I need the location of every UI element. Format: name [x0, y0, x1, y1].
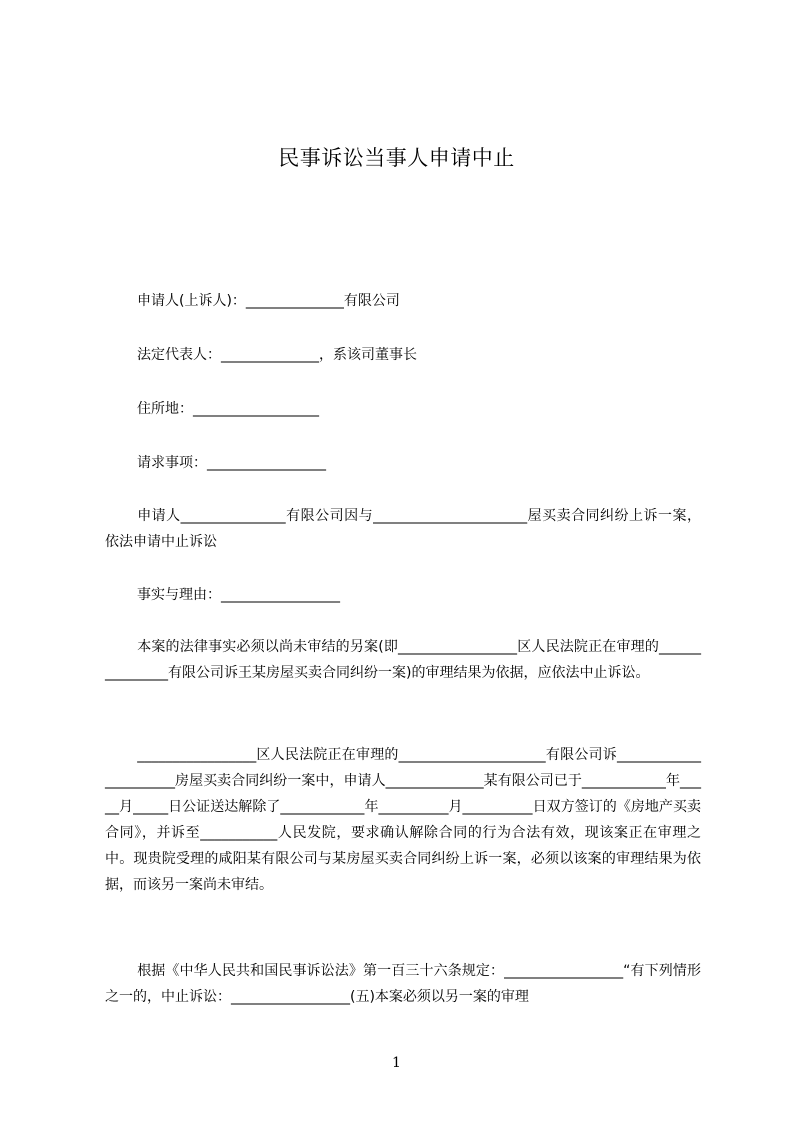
document-title: 民事诉讼当事人申请中止	[278, 146, 515, 170]
facts-paragraph-1: 本案的法律事实必须以尚未审结的另案(即_________________区人民法院正在审理的_______________有限公司诉王某房屋买卖合同纠纷一案)的审理结果为依据，应依法中止诉讼。	[105, 639, 701, 681]
address-line: 住所地：__________________	[137, 401, 319, 417]
request-paragraph: 申请人_______________有限公司因与______________________屋买卖合同纠纷上诉一案，依法申请中止诉讼	[105, 508, 701, 550]
facts-paragraph-2: _________________区人民法院正在审理的_____________________有限公司诉______________________房屋买卖合同纠纷一案中，申请人______________某有限公司已于____________年_____月_____日公证送达解除了____________年__________月__________日双方签订的《房地产买卖合同》，并诉至___________人民发院，要求确认解除合同的行为合法有效，现该案正在审理之中。现贵院受理的咸阳某有限公司与某房屋买卖合同纠纷上诉一案，必须以该案的审理结果为依据，而该另一案尚未审结。	[105, 747, 701, 893]
law-paragraph: 根据《中华人民共和国民事诉讼法》第一百三十六条规定：_________________“有下列情形之一的，中止诉讼：_________________(五)本案必须以另一案的审理	[105, 963, 701, 1005]
request-items-line: 请求事项：_________________	[137, 455, 326, 471]
facts-reasons-line: 事实与理由：_________________	[137, 587, 340, 603]
page-number: 1	[392, 1055, 401, 1071]
applicant-line: 申请人(上诉人)：______________有限公司	[137, 293, 400, 309]
legal-representative-line: 法定代表人：______________，系该司董事长	[137, 347, 417, 363]
